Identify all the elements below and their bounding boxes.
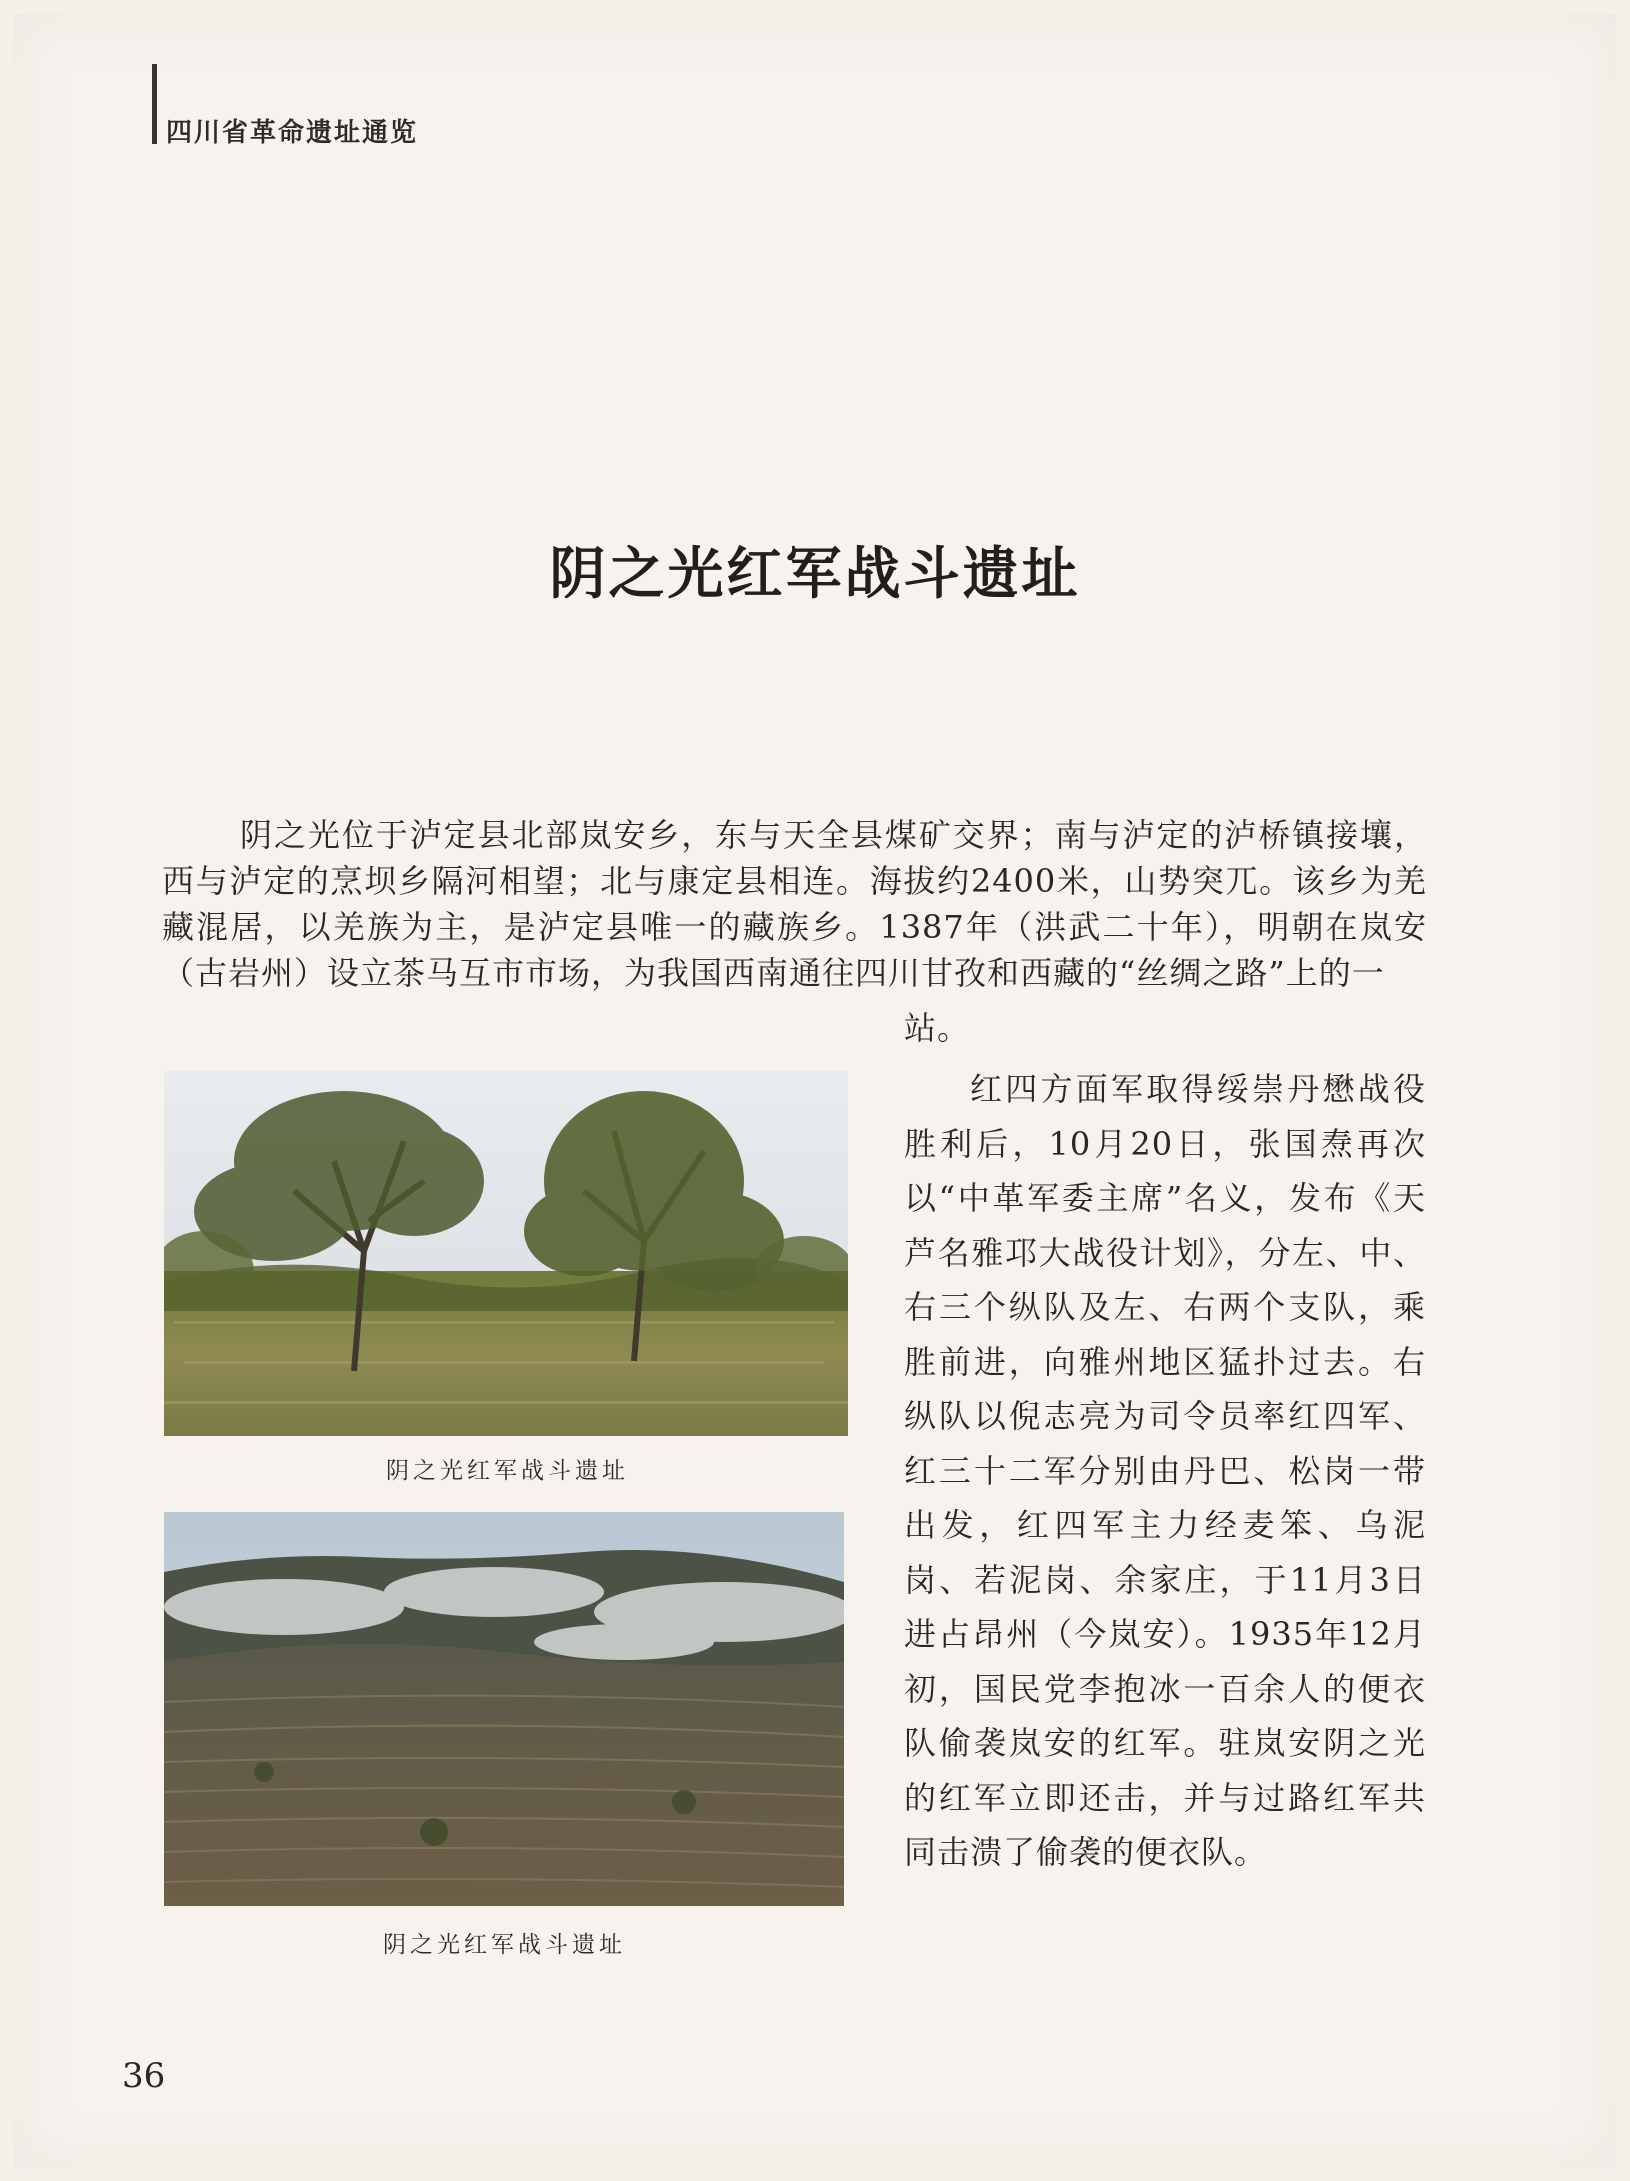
paragraph-intro: 阴之光位于泸定县北部岚安乡，东与天全县煤矿交界；南与泸定的泸桥镇接壤，西与泸定的烹坝乡隔河相望；北与康定县相连。海拔约2400米，山势突兀。该乡为羌藏混居，以羌族为主，是泸定县唯一的藏族乡。1387年（洪武二十年），明朝在岚安（古岩州）设立茶马互市市场，为我国西南通往四川甘孜和西藏的“丝绸之路”上的一 bbox=[162, 816, 1427, 992]
paragraph-battle: 红四方面军取得绥崇丹懋战役胜利后，10月20日，张国焘再次以“中革军委主席”名义，发布《天芦名雅邛大战役计划》，分左、中、右三个纵队及左、右两个支队，乘胜前进，向雅州地区猛扑过去。右纵队以倪志亮为司令员率红四军、红三十二军分别由丹巴、松岗一带出发，红四军主力经麦笨、乌泥岗、若泥岗、余家庄，于11月3日进占昂州（今岚安）。1935年12月初，国民党李抱冰一百余人的便衣队偷袭岚安的红军。驻岚安阴之光的红军立即还击，并与过路红军共同击溃了偷袭的便衣队。 bbox=[904, 1070, 1426, 1871]
photo-caption: 阴之光红军战斗遗址 bbox=[386, 1458, 629, 1484]
photo-caption: 阴之光红军战斗遗址 bbox=[383, 1932, 626, 1958]
page-number: 36 bbox=[122, 2056, 166, 2096]
header-rule bbox=[152, 64, 157, 144]
photo-mountain-terraces bbox=[164, 1512, 844, 1906]
paragraph-intro-end: 站。 bbox=[904, 1009, 971, 1047]
running-header: 四川省革命遗址通览 bbox=[166, 118, 419, 148]
photo-trees-field bbox=[164, 1071, 848, 1436]
article-title: 阴之光红军战斗遗址 bbox=[549, 542, 1081, 607]
